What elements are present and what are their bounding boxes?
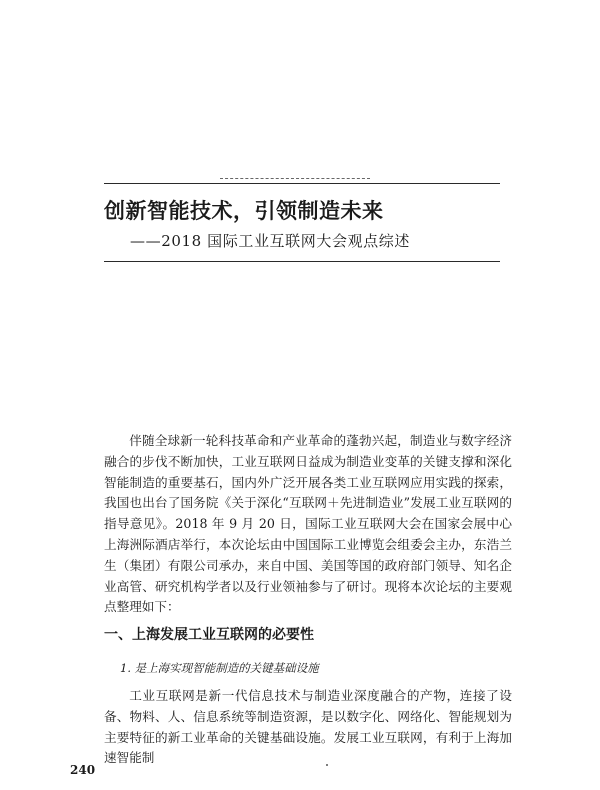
article-subtitle: ——2018 国际工业互联网大会观点综述 bbox=[130, 232, 410, 250]
scan-speck bbox=[326, 764, 328, 766]
intro-paragraph: 伴随全球新一轮科技革命和产业革命的蓬勃兴起，制造业与数字经济融合的步伐不断加快，工业互联网日益成为制造业变革的关键支撑和深化智能制造的重要基石，国内外广泛开展各类工业互联网应用实践的探索，我国也出台了国务院《关于深化“互联网＋先进制造业”发展工业互联网的指导意见》。2018 年 9 月 20 日，国际工业互联网大会在国家会展中心上海洲际酒店举行，本次论坛由中国国际工业博览会组委会主办，东浩兰生（集团）有限公司承办，来自中国、美国等国的政府部门领导、知名企业高管、研究机构学者以及行业领袖参与了研讨。现将本次论坛的主要观点整理如下： bbox=[104, 433, 512, 615]
section-heading: 一、上海发展工业互联网的必要性 bbox=[104, 627, 314, 643]
header-bottom-rule bbox=[104, 261, 500, 262]
body-paragraph: 工业互联网是新一代信息技术与制造业深度融合的产物，连接了设备、物料、人、信息系统等制造资源，是以数字化、网络化、智能规划为主要特征的新工业革命的关键基础设施。发展工业互联网，有利于上海加速智能制 bbox=[104, 688, 512, 766]
header-top-rule bbox=[104, 183, 500, 184]
subsection-heading: 1. 是上海实现智能制造的关键基础设施 bbox=[120, 661, 319, 675]
header-dashed-rule bbox=[220, 178, 370, 179]
article-title: 创新智能技术，引领制造未来 bbox=[104, 199, 384, 223]
page-number: 240 bbox=[70, 763, 96, 777]
